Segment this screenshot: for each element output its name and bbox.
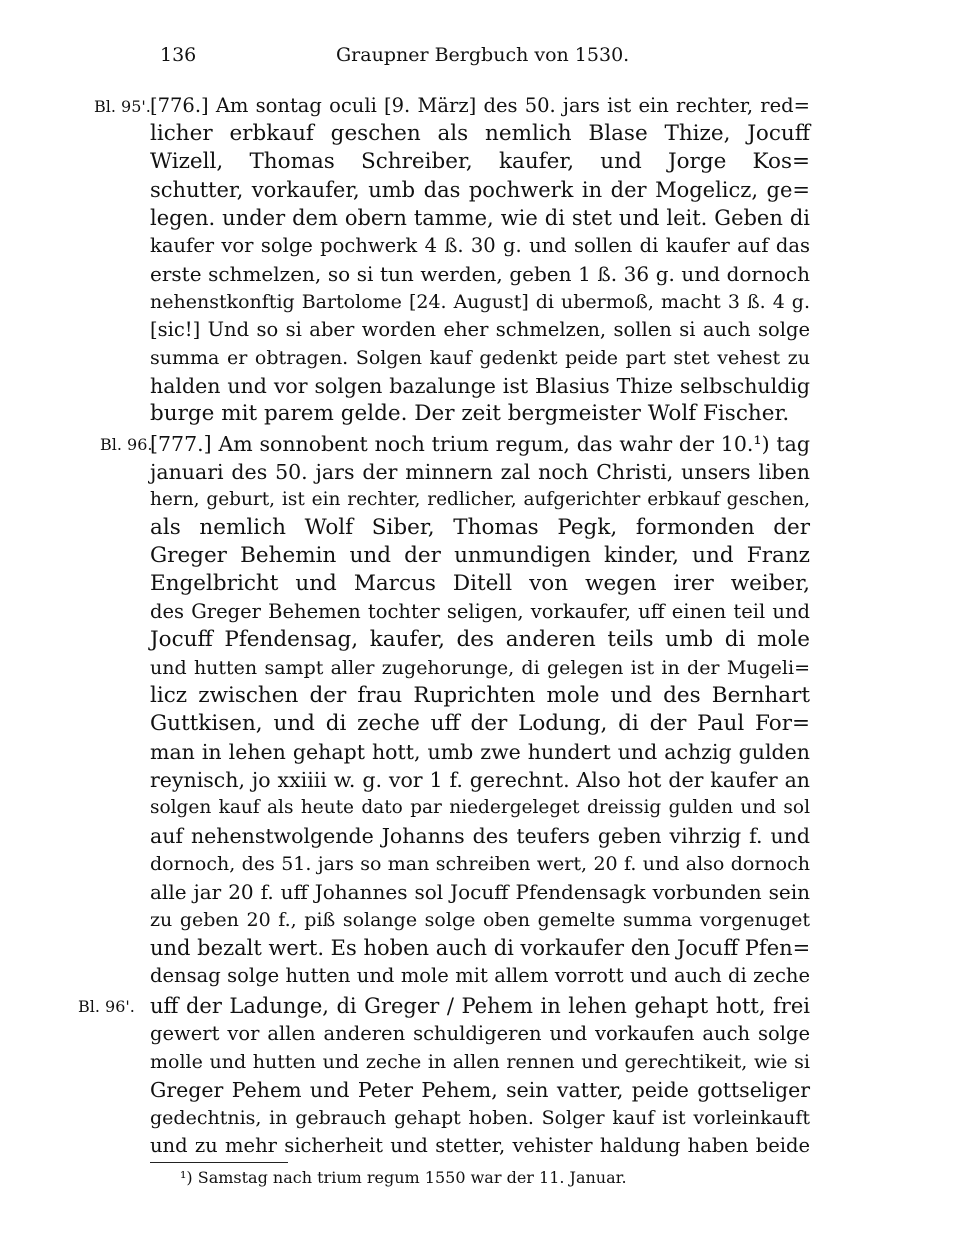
text-line: [sic!] Und so si aber worden eher schmelzen, sollen si auch solge (150, 318, 810, 341)
margin-note: Bl. 95'. (94, 97, 151, 116)
text-line: und zu mehr sicherheit und stetter, vehister haldung haben beide (150, 1134, 810, 1157)
text-line: licz zwischen der frau Ruprichten mole und des Bernhart (150, 683, 810, 708)
text-line: Jocuff Pfendensag, kaufer, des anderen teils umb di mole (150, 627, 810, 652)
text-line: summa er obtragen. Solgen kauf gedenkt peide part stet vehest zu (150, 347, 810, 369)
page-number: 136 (160, 44, 197, 66)
text-line: densag solge hutten und mole mit allem vorrott und auch di zeche (150, 964, 810, 987)
text-line: dornoch, des 51. jars so man schreiben wert, 20 f. und also dornoch (150, 853, 810, 875)
text-line: legen. under dem obern tamme, wie di stet und leit. Geben di (150, 206, 810, 230)
text-line: man in lehen gehapt hott, umb zwe hundert und achzig gulden (150, 740, 810, 764)
margin-note: Bl. 96. (100, 435, 153, 454)
text-line: als nemlich Wolf Siber, Thomas Pegk, formonden der (150, 515, 810, 540)
text-line: Wizell, Thomas Schreiber, kaufer, und Jorge Kos= (150, 149, 810, 174)
page-header (0, 44, 960, 74)
text-line: und bezalt wert. Es hoben auch di vorkaufer den Jocuff Pfen= (150, 936, 811, 960)
text-line: erste schmelzen, so si tun werden, geben 1 ß. 36 g. und dornoch (150, 262, 810, 286)
footnote: ¹) Samstag nach trium regum 1550 war der 11. Januar. (180, 1168, 627, 1187)
text-line: Greger Behemin und der unmundigen kinder, und Franz (150, 543, 810, 568)
text-line: des Greger Behemen tochter seligen, vorkaufer, uff einen teil und (150, 600, 810, 623)
text-line: auf nehenstwolgende Johanns des teufers geben vihrzig f. und (150, 824, 810, 848)
text-line: solgen kauf als heute dato par niedergeleget dreissig gulden und sol (150, 797, 810, 818)
text-line: Guttkisen, und di zeche uff der Lodung, di der Paul For= (150, 711, 810, 736)
text-line: burge mit parem gelde. Der zeit bergmeister Wolf Fischer. (150, 401, 790, 426)
text-line: [776.] Am sontag oculi [9. März] des 50. jars ist ein rechter, red= (150, 94, 810, 117)
text-line: Engelbricht und Marcus Ditell von wegen irer weiber, (150, 571, 810, 596)
text-line: halden und vor solgen bazalunge ist Blasius Thize selbschuldig (150, 374, 810, 398)
text-line: zu geben 20 f., piß solange solge oben gemelte summa vorgenuget (150, 909, 810, 931)
text-line: gedechtnis, in gebrauch gehapt hoben. Solger kauf ist vorleinkauft (150, 1107, 810, 1129)
text-line: [777.] Am sonnobent noch trium regum, das wahr der 10.¹) tag (150, 432, 810, 456)
text-line: reynisch, jo xxiiii w. g. vor 1 f. gerechnt. Also hot der kaufer an (150, 768, 810, 792)
running-title: Graupner Bergbuch von 1530. (336, 44, 630, 66)
text-line: schutter, vorkaufer, umb das pochwerk in der Mogelicz, ge= (150, 178, 810, 202)
text-line: kaufer vor solge pochwerk 4 ß. 30 g. und sollen di kaufer auf das (150, 234, 810, 257)
text-line: Greger Pehem und Peter Pehem, sein vatter, peide gottseliger (150, 1078, 810, 1102)
text-line: uff der Ladunge, di Greger / Pehem in lehen gehapt hott, frei (150, 994, 810, 1018)
text-line: alle jar 20 f. uff Johannes sol Jocuff Pfendensagk vorbunden sein (150, 880, 810, 904)
text-line: gewert vor allen anderen schuldigeren und vorkaufen auch solge (150, 1022, 810, 1045)
text-line: hern, geburt, ist ein rechter, redlicher, aufgerichter erbkauf geschen, (150, 489, 810, 510)
text-line: und hutten sampt aller zugehorunge, di gelegen ist in der Mugeli= (150, 657, 810, 679)
margin-note: Bl. 96'. (78, 997, 135, 1016)
text-line: januari des 50. jars der minnern zal noch Christi, unsers liben (150, 460, 810, 484)
text-line: licher erbkauf geschen als nemlich Blase Thize, Jocuff (150, 121, 810, 146)
text-line: nehenstkonftig Bartolome [24. August] di ubermoß, macht 3 ß. 4 g. (150, 291, 810, 313)
text-line: molle und hutten und zeche in allen rennen und gerechtikeit, wie si (150, 1051, 810, 1073)
footnote-rule (150, 1162, 288, 1163)
